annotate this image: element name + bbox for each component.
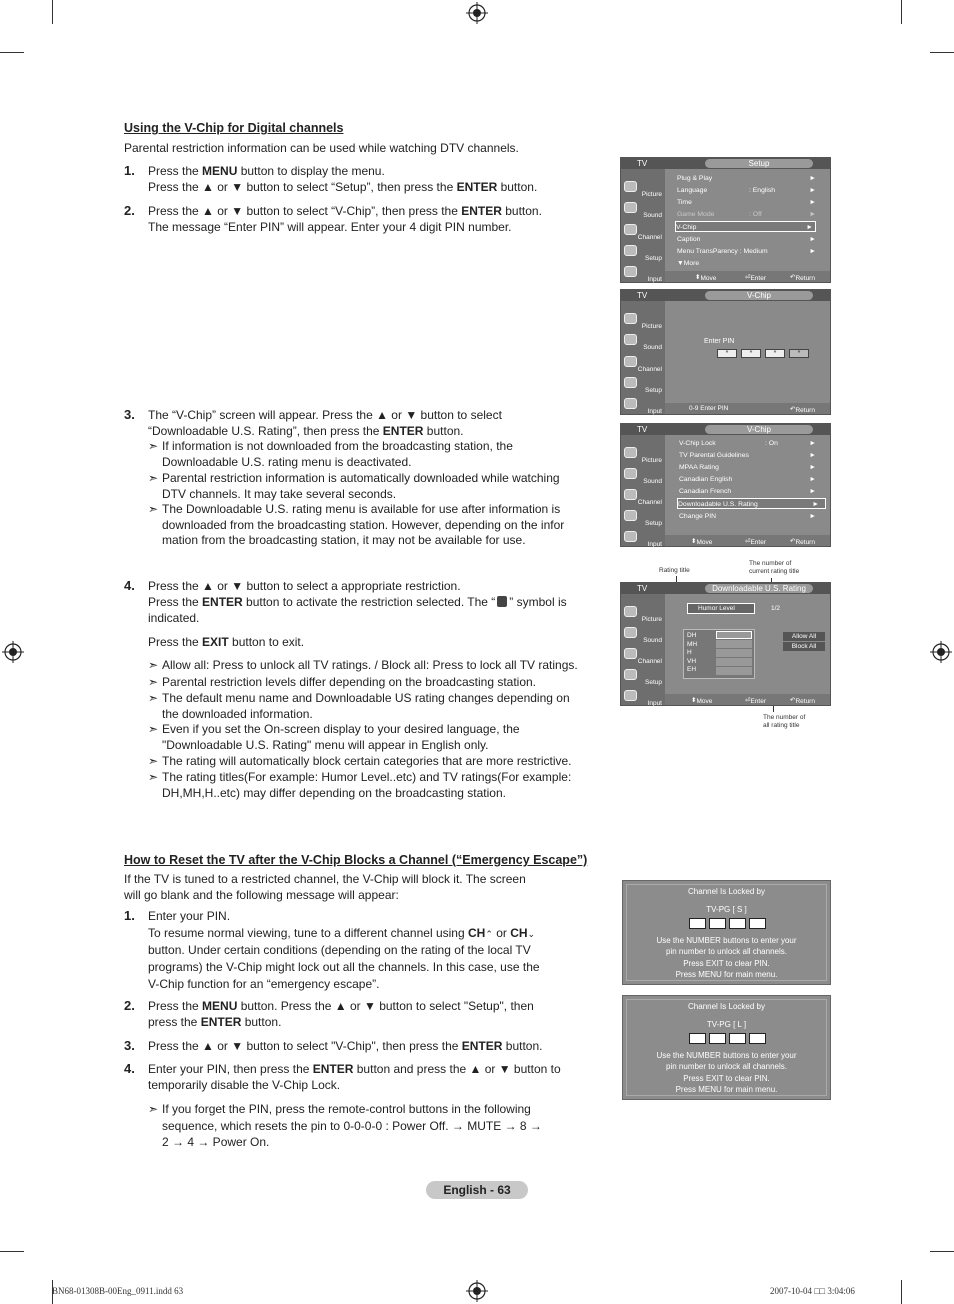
pin-box[interactable] xyxy=(689,918,706,929)
osd-row: Language : English ► xyxy=(677,187,816,194)
osd-row: Caption ► xyxy=(677,236,816,243)
osd-side-setup: Setup xyxy=(621,508,665,529)
osd-side-input: Input xyxy=(621,529,665,550)
sound-icon xyxy=(624,334,637,345)
osd-side-input: Input xyxy=(621,688,665,709)
rating-label: EH xyxy=(687,666,697,673)
step-number: 3. xyxy=(124,1038,135,1053)
footer-file-name: BN68-01308B-00Eng_0911.indd 63 xyxy=(52,1286,184,1296)
page-number: English - 63 xyxy=(426,1181,528,1199)
lock-icon xyxy=(497,596,507,607)
crop-mark xyxy=(52,0,53,24)
rating-label: VH xyxy=(687,657,697,665)
enter-pin-label: Enter PIN xyxy=(704,338,735,345)
step-number: 2. xyxy=(124,203,135,218)
channel-locked-screen: Channel Is Locked by TV-PG [ S ] Use the NUMBER buttons to enter your pin number to unlock all channels. Press EXIT to clear PIN. Press MENU for main menu. xyxy=(622,880,831,985)
pin-boxes xyxy=(689,918,767,930)
picture-icon xyxy=(624,447,637,458)
input-icon xyxy=(624,690,637,701)
osd-title: V-Chip xyxy=(705,425,813,434)
sound-icon xyxy=(624,468,637,479)
picture-icon xyxy=(624,313,637,324)
osd-vchip-menu xyxy=(620,423,831,547)
registration-mark-icon xyxy=(466,1280,488,1302)
step-3: 3. Press the ▲ or ▼ button to select "V-Chip", then press the ENTER button. xyxy=(124,1038,543,1053)
osd-row: Game Mode : Off ► xyxy=(677,211,816,218)
channel-icon xyxy=(624,489,637,500)
rating-cell[interactable] xyxy=(716,631,752,639)
osd-side-setup: Setup xyxy=(621,243,665,264)
crop-mark xyxy=(0,1251,24,1252)
rating-title-count: 1/2 xyxy=(771,605,781,612)
note-arrow-icon: ➣ xyxy=(148,770,159,784)
section-intro: Parental restriction information can be used while watching DTV channels. xyxy=(124,141,519,155)
note-arrow-icon: ➣ xyxy=(148,675,159,689)
lock-rating: TV-PG [ S ] xyxy=(706,905,747,914)
osd-side-channel: Channel xyxy=(621,354,665,375)
pin-box[interactable] xyxy=(729,1033,746,1044)
osd-row: Menu TransParency : Medium ► xyxy=(677,248,816,255)
osd-row: ▼More xyxy=(677,260,700,267)
rating-cell[interactable] xyxy=(716,658,752,666)
step-number: 4. xyxy=(124,578,135,593)
rating-cell[interactable] xyxy=(716,649,752,657)
block-all-button[interactable]: Block All xyxy=(783,642,825,651)
step-2: 2. Press the ▲ or ▼ button to select “V-Chip”, then press the ENTER button. The message “Enter PIN” will appear. Enter your 4 digit PIN number. xyxy=(124,203,542,234)
osd-tv-label: TV xyxy=(637,159,648,168)
channel-up-icon: ⌃ xyxy=(485,928,493,939)
osd-side-sound: Sound xyxy=(621,466,665,487)
rating-list xyxy=(683,629,755,679)
rating-cell[interactable] xyxy=(716,667,752,675)
rating-title-box[interactable]: Humor Level xyxy=(687,603,755,614)
osd-side-sound: Sound xyxy=(621,200,665,221)
channel-locked-screen: Channel Is Locked by TV-PG [ L ] Use the NUMBER buttons to enter your pin number to unlock all channels. Press EXIT to clear PIN. Press MENU for main menu. xyxy=(622,995,831,1100)
step-number: 3. xyxy=(124,407,135,422)
pin-digit[interactable]: * xyxy=(741,349,761,358)
setup-icon xyxy=(624,245,637,256)
crop-mark xyxy=(901,0,902,24)
crop-mark xyxy=(930,52,954,53)
osd-side-sound: Sound xyxy=(621,332,665,353)
osd-row: Time ► xyxy=(677,199,816,206)
note-arrow-icon: ➣ xyxy=(148,754,159,768)
setup-icon xyxy=(624,377,637,388)
section-title-vchip-digital: Using the V-Chip for Digital channels xyxy=(124,121,344,135)
osd-side-sound: Sound xyxy=(621,625,665,646)
osd-enter-pin xyxy=(620,289,831,415)
pin-box[interactable] xyxy=(709,1033,726,1044)
callout-rating-title: Rating title xyxy=(659,567,690,574)
osd-row-selected: V-Chip ► xyxy=(675,221,816,232)
rating-label: DH xyxy=(687,632,697,639)
step-3: 3. The “V-Chip” screen will appear. Press the ▲ or ▼ button to select “Downloadable U.S. Rating”, then press the ENTER button. xyxy=(124,407,502,438)
rating-cell[interactable] xyxy=(716,640,752,648)
channel-icon xyxy=(624,356,637,367)
step-2: 2. Press the MENU button. Press the ▲ or ▼ button to select "Setup", then press the ENTER button. xyxy=(124,998,534,1029)
osd-side-setup: Setup xyxy=(621,375,665,396)
pin-box[interactable] xyxy=(709,918,726,929)
osd-row: Change PIN ► xyxy=(679,513,816,520)
crop-mark xyxy=(930,1251,954,1252)
input-icon xyxy=(624,398,637,409)
step-4: 4. Press the ▲ or ▼ button to select a appropriate restriction. Press the ENTER button to activate the restriction selected. The “ ” symbol is indicated. Press the EXIT button to exit. xyxy=(124,578,567,649)
note-arrow-icon: ➣ xyxy=(148,691,159,705)
osd-title: V-Chip xyxy=(705,291,813,300)
note-arrow-icon: ➣ xyxy=(148,471,159,485)
channel-icon xyxy=(624,224,637,235)
pin-digit[interactable]: * xyxy=(789,349,809,358)
input-icon xyxy=(624,266,637,277)
setup-icon xyxy=(624,510,637,521)
osd-title: Downloadable U.S. Rating xyxy=(705,584,813,593)
osd-side-picture: Picture xyxy=(621,311,665,332)
osd-side-picture: Picture xyxy=(621,445,665,466)
callout-all-rating: The number of all rating title xyxy=(763,714,806,729)
section-intro: If the TV is tuned to a restricted channel, the V-Chip will block it. The screen will go blank and the following message will appear: xyxy=(124,872,526,902)
osd-footer: ⬍ Move ⏎ Enter ↶ Return xyxy=(665,535,830,546)
rating-label: MH xyxy=(687,640,698,648)
osd-tv-label: TV xyxy=(637,291,648,300)
pin-digit[interactable]: * xyxy=(765,349,785,358)
section-title-emergency-escape: How to Reset the TV after the V-Chip Blocks a Channel (“Emergency Escape”) xyxy=(124,853,588,867)
pin-box[interactable] xyxy=(749,918,766,929)
note-arrow-icon: ➣ xyxy=(148,722,159,736)
osd-title: Setup xyxy=(705,159,813,168)
step-1: 1. Enter your PIN. To resume normal viewing, tune to a different channel using CH⌃ or CH⌄ button. Under certain conditions (depending on the rating of the local TV programs) the V-Chip might lock out all the channels. In this case, use the V-Chip function for an “emergency escape”. xyxy=(124,908,540,991)
lock-message: Channel Is Locked by xyxy=(688,887,765,896)
note-arrow-icon: ➣ xyxy=(148,658,159,672)
channel-down-icon: ⌄ xyxy=(527,928,536,939)
osd-tv-label: TV xyxy=(637,425,648,434)
osd-footer: 0-9 Enter PIN ↶ Return xyxy=(665,403,830,414)
pin-box[interactable] xyxy=(749,1033,766,1044)
pin-box[interactable] xyxy=(729,918,746,929)
allow-all-button[interactable]: Allow All xyxy=(783,632,825,641)
osd-side-channel: Channel xyxy=(621,222,665,243)
step-number: 2. xyxy=(124,998,135,1013)
step-number: 1. xyxy=(124,908,135,923)
osd-downloadable-rating xyxy=(620,582,831,706)
osd-footer: ⬍ Move ⏎ Enter ↶ Return xyxy=(665,694,830,705)
osd-tv-label: TV xyxy=(637,584,648,593)
osd-row: TV Parental Guidelines ► xyxy=(679,452,816,459)
note-arrow-icon: ➣ xyxy=(148,1102,159,1116)
picture-icon xyxy=(624,181,637,192)
registration-mark-icon xyxy=(930,641,952,663)
step-number: 1. xyxy=(124,163,135,178)
lock-message: Channel Is Locked by xyxy=(688,1002,765,1011)
osd-side-picture: Picture xyxy=(621,604,665,625)
osd-row: Plug & Play ► xyxy=(677,175,816,182)
input-icon xyxy=(624,531,637,542)
sound-icon xyxy=(624,627,637,638)
osd-side-input: Input xyxy=(621,396,665,417)
osd-footer: ⬍ Move ⏎ Enter ↶ Return xyxy=(665,271,830,282)
osd-side-setup: Setup xyxy=(621,667,665,688)
osd-row: Canadian English ► xyxy=(679,476,816,483)
callout-current-rating: The number of current rating title xyxy=(749,560,800,575)
channel-icon xyxy=(624,648,637,659)
sound-icon xyxy=(624,202,637,213)
registration-mark-icon xyxy=(466,2,488,24)
pin-digit[interactable]: * xyxy=(717,349,737,358)
pin-box[interactable] xyxy=(689,1033,706,1044)
step-number: 4. xyxy=(124,1061,135,1076)
osd-row: MPAA Rating ► xyxy=(679,464,816,471)
rating-label: H xyxy=(687,649,692,656)
osd-side-channel: Channel xyxy=(621,487,665,508)
crop-mark xyxy=(0,52,24,53)
osd-row: Canadian French ► xyxy=(679,488,816,495)
picture-icon xyxy=(624,606,637,617)
crop-mark xyxy=(901,1280,902,1304)
note-arrow-icon: ➣ xyxy=(148,439,159,453)
lock-rating: TV-PG [ L ] xyxy=(706,1020,747,1029)
setup-icon xyxy=(624,669,637,680)
pin-boxes xyxy=(689,1033,767,1045)
osd-setup-menu xyxy=(620,157,831,283)
osd-side-input: Input xyxy=(621,264,665,285)
note-arrow-icon: ➣ xyxy=(148,502,159,516)
step-4: 4. Enter your PIN, then press the ENTER button and press the ▲ or ▼ button to temporarily disable the V-Chip Lock. xyxy=(124,1061,561,1092)
osd-side-picture: Picture xyxy=(621,179,665,200)
registration-mark-icon xyxy=(2,641,24,663)
osd-row: V-Chip Lock : On ► xyxy=(679,440,816,447)
step-1: 1. Press the MENU button to display the menu. Press the ▲ or ▼ button to select “Setup”, then press the ENTER button. xyxy=(124,163,538,194)
footer-timestamp: 2007-10-04 □□ 3:04:06 xyxy=(770,1286,855,1296)
osd-row-selected: Downloadable U.S. Rating ► xyxy=(677,498,826,509)
osd-side-channel: Channel xyxy=(621,646,665,667)
